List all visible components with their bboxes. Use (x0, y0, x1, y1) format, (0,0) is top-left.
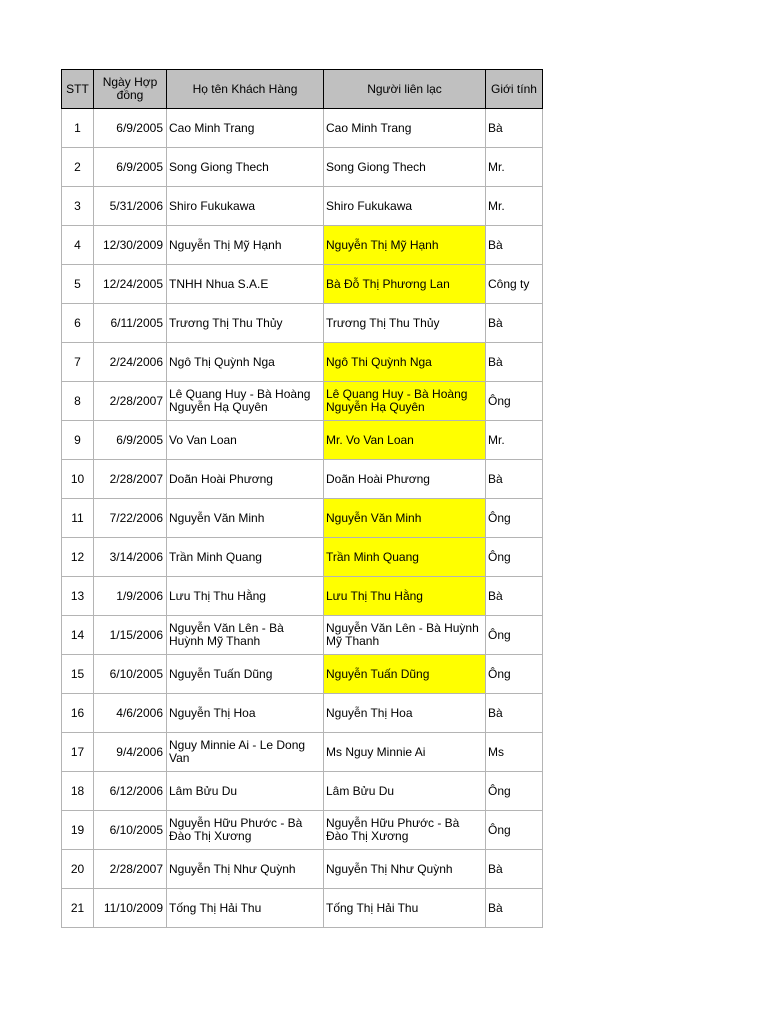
table-row (62, 499, 543, 538)
cell-gender[interactable]: Bà (486, 343, 543, 382)
cell-gender[interactable]: Bà (486, 304, 543, 343)
cell-stt[interactable]: 5 (62, 265, 94, 304)
cell-contact-person[interactable]: Nguyễn Thị Như Quỳnh (324, 850, 486, 889)
cell-contact-person[interactable]: Doãn Hoài Phương (324, 460, 486, 499)
cell-gender[interactable]: Bà (486, 694, 543, 733)
table-row (62, 421, 543, 460)
cell-stt[interactable]: 6 (62, 304, 94, 343)
cell-contract-date[interactable]: 2/28/2007 (94, 382, 167, 421)
cell-contact-person[interactable]: Song Giong Thech (324, 148, 486, 187)
table-row (62, 811, 543, 850)
cell-customer-name[interactable]: Nguy Minnie Ai - Le Dong Van (167, 733, 324, 772)
cell-contract-date[interactable]: 6/11/2005 (94, 304, 167, 343)
cell-stt[interactable]: 13 (62, 577, 94, 616)
cell-customer-name[interactable]: Trần Minh Quang (167, 538, 324, 577)
cell-contact-person[interactable]: Lưu Thị Thu Hằng (324, 577, 486, 616)
cell-customer-name[interactable]: Cao Minh Trang (167, 109, 324, 148)
cell-contact-person[interactable]: Nguyễn Tuấn Dũng (324, 655, 486, 694)
cell-gender[interactable]: Mr. (486, 148, 543, 187)
cell-customer-name[interactable]: Nguyễn Thị Mỹ Hạnh (167, 226, 324, 265)
cell-contract-date[interactable]: 6/12/2006 (94, 772, 167, 811)
table-row (62, 616, 543, 655)
cell-contract-date[interactable]: 6/9/2005 (94, 109, 167, 148)
cell-contract-date[interactable]: 5/31/2006 (94, 187, 167, 226)
table-row (62, 226, 543, 265)
cell-contact-person[interactable]: Lê Quang Huy - Bà Hoàng Nguyễn Hạ Quyên (324, 382, 486, 421)
cell-contact-person[interactable]: Nguyễn Thị Mỹ Hạnh (324, 226, 486, 265)
cell-customer-name[interactable]: Nguyễn Văn Lên - Bà Huỳnh Mỹ Thanh (167, 616, 324, 655)
cell-gender[interactable]: Ông (486, 382, 543, 421)
cell-stt[interactable]: 20 (62, 850, 94, 889)
cell-gender[interactable]: Ông (486, 499, 543, 538)
cell-contract-date[interactable]: 9/4/2006 (94, 733, 167, 772)
cell-stt[interactable]: 19 (62, 811, 94, 850)
cell-customer-name[interactable]: TNHH Nhua S.A.E (167, 265, 324, 304)
cell-contact-person[interactable]: Bà Đỗ Thị Phương Lan (324, 265, 486, 304)
cell-contact-person[interactable]: Nguyễn Văn Minh (324, 499, 486, 538)
cell-customer-name[interactable]: Nguyễn Tuấn Dũng (167, 655, 324, 694)
cell-stt[interactable]: 14 (62, 616, 94, 655)
cell-stt[interactable]: 8 (62, 382, 94, 421)
table-row (62, 694, 543, 733)
cell-contact-person[interactable]: Nguyễn Văn Lên - Bà Huỳnh Mỹ Thanh (324, 616, 486, 655)
cell-customer-name[interactable]: Nguyễn Hữu Phước - Bà Đào Thị Xương (167, 811, 324, 850)
cell-gender[interactable]: Bà (486, 460, 543, 499)
cell-contract-date[interactable]: 2/24/2006 (94, 343, 167, 382)
table-row (62, 733, 543, 772)
table-body (62, 109, 543, 928)
table-row (62, 109, 543, 148)
table-row (62, 343, 543, 382)
header-customer-name[interactable]: Họ tên Khách Hàng (167, 70, 324, 109)
cell-contract-date[interactable]: 12/30/2009 (94, 226, 167, 265)
cell-customer-name[interactable]: Nguyễn Thị Như Quỳnh (167, 850, 324, 889)
cell-contract-date[interactable]: 12/24/2005 (94, 265, 167, 304)
cell-gender[interactable]: Bà (486, 850, 543, 889)
cell-stt[interactable]: 10 (62, 460, 94, 499)
cell-customer-name[interactable]: Doãn Hoài Phương (167, 460, 324, 499)
table-row (62, 265, 543, 304)
cell-contract-date[interactable]: 3/14/2006 (94, 538, 167, 577)
cell-stt[interactable]: 7 (62, 343, 94, 382)
cell-contact-person[interactable]: Mr. Vo Van Loan (324, 421, 486, 460)
cell-stt[interactable]: 9 (62, 421, 94, 460)
table-row (62, 850, 543, 889)
cell-gender[interactable]: Ông (486, 655, 543, 694)
header-stt[interactable]: STT (62, 70, 94, 109)
cell-gender[interactable]: Ông (486, 811, 543, 850)
cell-stt[interactable]: 1 (62, 109, 94, 148)
customer-table (61, 69, 543, 928)
cell-stt[interactable]: 2 (62, 148, 94, 187)
cell-gender[interactable]: Công ty (486, 265, 543, 304)
cell-contact-person[interactable]: Cao Minh Trang (324, 109, 486, 148)
cell-customer-name[interactable]: Trương Thị Thu Thủy (167, 304, 324, 343)
cell-contract-date[interactable]: 11/10/2009 (94, 889, 167, 928)
cell-stt[interactable]: 12 (62, 538, 94, 577)
cell-contact-person[interactable]: Lâm Bửu Du (324, 772, 486, 811)
cell-gender[interactable]: Bà (486, 577, 543, 616)
cell-customer-name[interactable]: Nguyễn Văn Minh (167, 499, 324, 538)
cell-stt[interactable]: 15 (62, 655, 94, 694)
cell-customer-name[interactable]: Lưu Thị Thu Hằng (167, 577, 324, 616)
cell-gender[interactable]: Ông (486, 772, 543, 811)
table-row (62, 577, 543, 616)
cell-customer-name[interactable]: Ngô Thị Quỳnh Nga (167, 343, 324, 382)
cell-gender[interactable]: Ms (486, 733, 543, 772)
table-row (62, 148, 543, 187)
cell-stt[interactable]: 21 (62, 889, 94, 928)
table-row (62, 538, 543, 577)
cell-contract-date[interactable]: 2/28/2007 (94, 460, 167, 499)
cell-contract-date[interactable]: 4/6/2006 (94, 694, 167, 733)
cell-contract-date[interactable]: 6/9/2005 (94, 148, 167, 187)
cell-stt[interactable]: 16 (62, 694, 94, 733)
cell-contact-person[interactable]: Nguyễn Hữu Phước - Bà Đào Thị Xương (324, 811, 486, 850)
cell-contact-person[interactable]: Shiro Fukukawa (324, 187, 486, 226)
cell-gender[interactable]: Bà (486, 109, 543, 148)
cell-gender[interactable]: Ông (486, 538, 543, 577)
cell-contact-person[interactable]: Tống Thị Hải Thu (324, 889, 486, 928)
table-row (62, 772, 543, 811)
cell-contract-date[interactable]: 6/10/2005 (94, 655, 167, 694)
cell-contract-date[interactable]: 1/9/2006 (94, 577, 167, 616)
cell-contact-person[interactable]: Ms Nguy Minnie Ai (324, 733, 486, 772)
cell-stt[interactable]: 4 (62, 226, 94, 265)
cell-gender[interactable]: Bà (486, 226, 543, 265)
table-row (62, 889, 543, 928)
cell-gender[interactable]: Ông (486, 616, 543, 655)
cell-stt[interactable]: 18 (62, 772, 94, 811)
cell-customer-name[interactable]: Song Giong Thech (167, 148, 324, 187)
header-row (62, 70, 543, 109)
header-contract-date[interactable]: Ngày Hợp đồng (94, 70, 167, 109)
cell-stt[interactable]: 11 (62, 499, 94, 538)
cell-customer-name[interactable]: Vo Van Loan (167, 421, 324, 460)
cell-contract-date[interactable]: 7/22/2006 (94, 499, 167, 538)
table-row (62, 655, 543, 694)
cell-customer-name[interactable]: Lê Quang Huy - Bà Hoàng Nguyễn Hạ Quyên (167, 382, 324, 421)
cell-stt[interactable]: 17 (62, 733, 94, 772)
cell-customer-name[interactable]: Nguyễn Thị Hoa (167, 694, 324, 733)
cell-contact-person[interactable]: Ngô Thi Quỳnh Nga (324, 343, 486, 382)
cell-contact-person[interactable]: Trần Minh Quang (324, 538, 486, 577)
cell-customer-name[interactable]: Lâm Bửu Du (167, 772, 324, 811)
cell-gender[interactable]: Mr. (486, 421, 543, 460)
cell-customer-name[interactable]: Tống Thị Hải Thu (167, 889, 324, 928)
cell-contact-person[interactable]: Nguyễn Thị Hoa (324, 694, 486, 733)
table-row (62, 187, 543, 226)
cell-contract-date[interactable]: 2/28/2007 (94, 850, 167, 889)
cell-contract-date[interactable]: 1/15/2006 (94, 616, 167, 655)
header-gender[interactable]: Giới tính (486, 70, 543, 109)
cell-contract-date[interactable]: 6/10/2005 (94, 811, 167, 850)
table-row (62, 304, 543, 343)
cell-gender[interactable]: Mr. (486, 187, 543, 226)
cell-customer-name[interactable]: Shiro Fukukawa (167, 187, 324, 226)
table-row (62, 382, 543, 421)
cell-stt[interactable]: 3 (62, 187, 94, 226)
cell-gender[interactable]: Bà (486, 889, 543, 928)
table-row (62, 460, 543, 499)
cell-contact-person[interactable]: Trương Thị Thu Thủy (324, 304, 486, 343)
cell-contract-date[interactable]: 6/9/2005 (94, 421, 167, 460)
header-contact-person[interactable]: Người liên lạc (324, 70, 486, 109)
